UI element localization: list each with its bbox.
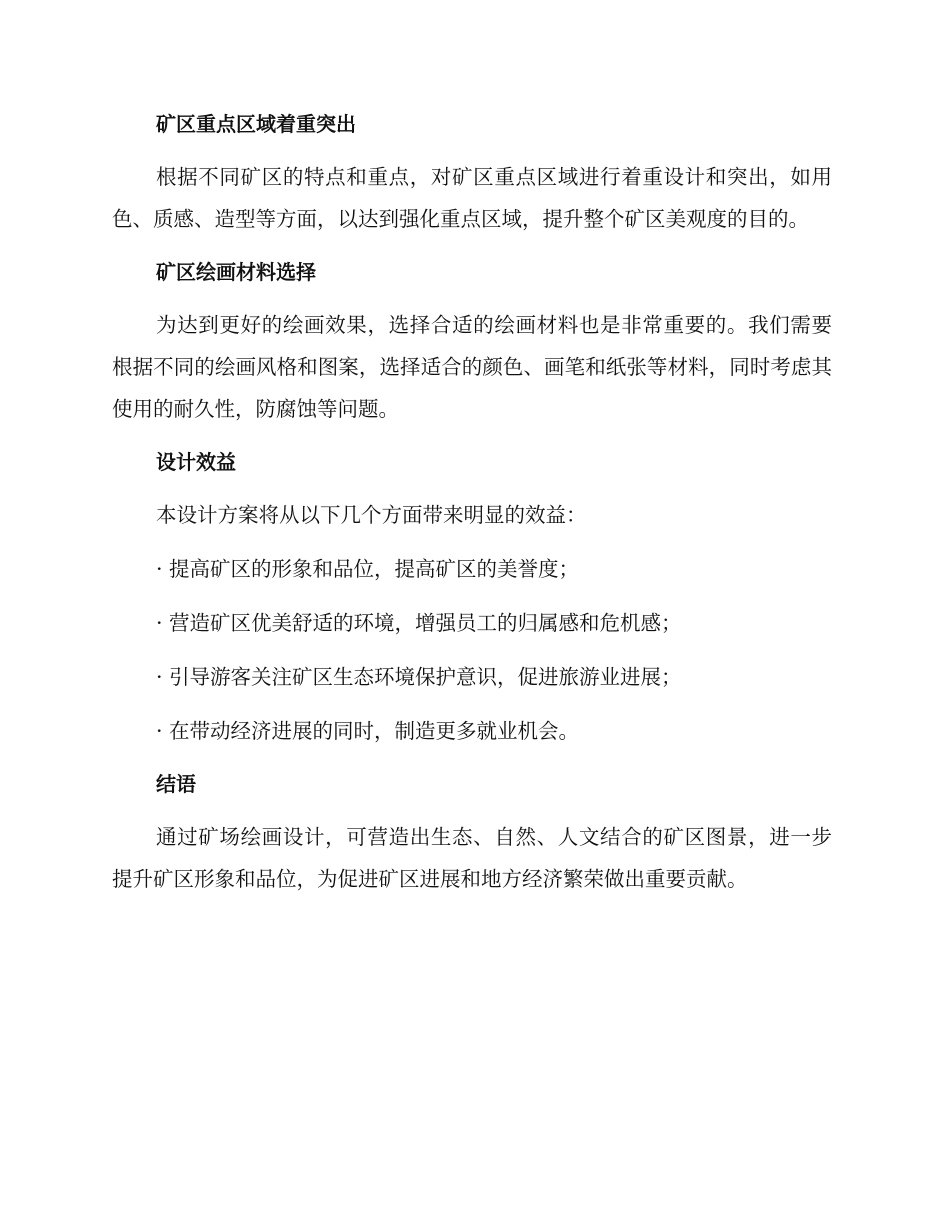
list-item: · 提高矿区的形象和品位，提高矿区的美誉度； (156, 557, 580, 581)
section-heading: 设计效益 (156, 450, 236, 474)
section-heading: 矿区绘画材料选择 (156, 260, 316, 284)
document-page (112, 104, 832, 912)
benefit-list (112, 548, 832, 752)
section-paragraph: 根据不同矿区的特点和重点，对矿区重点区域进行着重设计和突出，如用色、质感、造型等方面，以达到强化重点区域，提升整个矿区美观度的目的。 (112, 165, 832, 231)
list-item: · 在带动经济进展的同时，制造更多就业机会。 (156, 719, 580, 743)
list-item: · 引导游客关注矿区生态环境保护意识，促进旅游业进展； (156, 665, 682, 689)
section-heading: 矿区重点区域着重突出 (156, 112, 356, 136)
section-key-areas (112, 104, 832, 240)
section-paragraph: 通过矿场绘画设计，可营造出生态、自然、人文结合的矿区图景，进一步提升矿区形象和品位，为促进矿区进展和地方经济繁荣做出重要贡献。 (112, 825, 832, 891)
section-conclusion (112, 764, 832, 900)
section-heading: 结语 (156, 772, 196, 796)
section-paragraph: 为达到更好的绘画效果，选择合适的绘画材料也是非常重要的。我们需要根据不同的绘画风格和图案，选择适合的颜色、画笔和纸张等材料，同时考虑其使用的耐久性，防腐蚀等问题。 (112, 313, 832, 421)
section-materials (112, 252, 832, 430)
list-item: · 营造矿区优美舒适的环境，增强员工的归属感和危机感； (156, 611, 682, 635)
section-benefits (112, 442, 832, 752)
section-intro: 本设计方案将从以下几个方面带来明显的效益： (156, 503, 587, 527)
